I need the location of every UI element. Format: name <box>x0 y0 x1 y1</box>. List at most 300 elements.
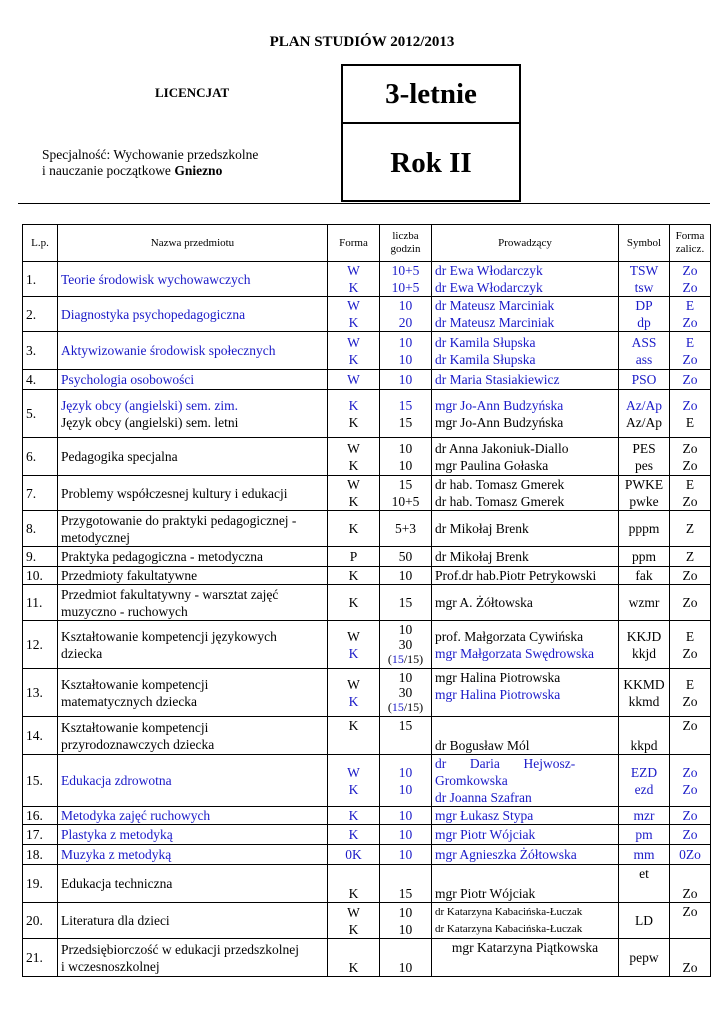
cell-forma: K <box>328 717 380 755</box>
cell-prowadzacy: dr Mikołaj Brenk <box>432 547 619 567</box>
table-row <box>23 717 711 755</box>
cell-prowadzacy: mgr Agnieszka Żółtowska <box>432 845 619 865</box>
cell-zaliczenie: Zo <box>670 567 711 585</box>
forma-2: K <box>348 781 359 797</box>
table-header-row <box>23 225 711 262</box>
symbol-2: dp <box>637 315 651 330</box>
cell-symbol <box>619 390 670 438</box>
cell-forma <box>328 903 380 939</box>
cell-prowadzacy: Prof.dr hab.Piotr Petrykowski <box>432 567 619 585</box>
symbol-2: ass <box>635 351 653 367</box>
cell-prowadzacy <box>432 332 619 370</box>
godzin-2: 10 <box>398 921 413 937</box>
godzin-1: 10+5 <box>391 263 420 278</box>
cell-symbol: fak <box>619 567 670 585</box>
cell-name: Pedagogika specjalna <box>58 438 328 476</box>
study-plan-table <box>22 224 711 977</box>
cell-symbol <box>619 621 670 669</box>
cell-prowadzacy <box>432 390 619 438</box>
cell-godzin: 15 <box>380 585 432 621</box>
symbol-1: ASS <box>631 334 657 350</box>
table-row <box>23 865 711 903</box>
cell-prowadzacy <box>432 476 619 511</box>
zal-1: E <box>685 477 695 492</box>
cell-forma <box>328 390 380 438</box>
symbol-2: pes <box>635 457 653 473</box>
prowadzacy-1: mgr Halina Piotrowska <box>435 670 561 685</box>
table-row <box>23 370 711 390</box>
symbol-1: PES <box>632 440 656 456</box>
godzin-1: 10 <box>398 764 413 780</box>
prowadzacy-1: prof. Małgorzata Cywińska <box>435 628 584 644</box>
godzin-1: 15 <box>398 477 413 492</box>
cell-zaliczenie: Zo <box>670 717 711 755</box>
forma-2: K <box>348 457 359 473</box>
col-godzin-2: godzin <box>390 243 421 255</box>
forma-1: W <box>347 477 360 492</box>
col-zaliczenie <box>670 225 711 262</box>
zal-2: Zo <box>682 494 698 509</box>
col-godzin <box>380 225 432 262</box>
cell-symbol: et <box>619 865 670 903</box>
symbol-1: EZD <box>630 764 658 780</box>
prowadzacy-1: dr Ewa Włodarczyk <box>435 263 543 278</box>
cell-forma: P <box>328 547 380 567</box>
cell-prowadzacy <box>432 621 619 669</box>
godzin-2: 10 <box>398 351 413 367</box>
cell-zaliczenie <box>670 755 711 807</box>
cell-name <box>58 585 328 621</box>
cell-name: Metodyka zajęć ruchowych <box>58 807 328 825</box>
cell-forma <box>328 476 380 511</box>
cell-lp: 5. <box>23 390 58 438</box>
cell-lp: 4. <box>23 370 58 390</box>
godzin-3a: ( <box>387 700 392 714</box>
forma-2: K <box>348 921 359 937</box>
forma-1: W <box>347 334 360 350</box>
table-row <box>23 390 711 438</box>
cell-prowadzacy: dr Maria Stasiakiewicz <box>432 370 619 390</box>
prowadzacy-2: mgr Jo-Ann Budzyńska <box>435 414 564 430</box>
cell-zaliczenie: Zo <box>670 585 711 621</box>
symbol-1: DP <box>635 298 653 313</box>
godzin-1: 10 <box>398 904 413 920</box>
forma-1: W <box>347 440 360 456</box>
forma-2: K <box>348 280 359 295</box>
cell-symbol: pppm <box>619 511 670 547</box>
zal-2: Zo <box>682 280 698 295</box>
cell-godzin <box>380 621 432 669</box>
godzin-1: 10 <box>398 440 413 456</box>
cell-symbol: mm <box>619 845 670 865</box>
godzin-2: 30 <box>398 685 413 700</box>
cell-lp: 6. <box>23 438 58 476</box>
cell-symbol: kkpd <box>619 717 670 755</box>
cell-zaliczenie <box>670 332 711 370</box>
cell-lp: 15. <box>23 755 58 807</box>
forma-1: W <box>347 628 360 644</box>
godzin-2: 20 <box>398 315 413 330</box>
godzin-3c: /15) <box>403 652 424 666</box>
cell-lp: 13. <box>23 669 58 717</box>
prowadzacy-1: dr Mateusz Marciniak <box>435 298 555 313</box>
symbol-2: kkjd <box>631 645 656 661</box>
prowadzacy-2: dr Kamila Słupska <box>435 351 536 367</box>
cell-lp: 16. <box>23 807 58 825</box>
zal-1: E <box>685 298 695 313</box>
cell-godzin <box>380 755 432 807</box>
cell-forma: K <box>328 511 380 547</box>
specialization <box>42 147 258 179</box>
cell-symbol: PSO <box>619 370 670 390</box>
cell-godzin: 5+3 <box>380 511 432 547</box>
cell-lp: 12. <box>23 621 58 669</box>
table-row <box>23 262 711 297</box>
forma-1: W <box>347 263 360 278</box>
prowadzacy-1: mgr Jo-Ann Budzyńska <box>435 397 564 413</box>
table-row <box>23 621 711 669</box>
cell-lp: 2. <box>23 297 58 332</box>
name-2: matematycznych dziecka <box>61 693 198 709</box>
cell-zaliczenie: Zo <box>670 370 711 390</box>
col-symbol: Symbol <box>619 225 670 262</box>
symbol-2: ezd <box>634 781 654 797</box>
symbol-1: PWKE <box>624 477 664 492</box>
cell-lp: 17. <box>23 825 58 845</box>
cell-forma <box>328 262 380 297</box>
name-1: Język obcy (angielski) sem. zim. <box>61 397 238 413</box>
prowadzacy-2: dr Mateusz Marciniak <box>435 315 555 330</box>
symbol-1: KKJD <box>626 628 662 644</box>
cell-godzin <box>380 476 432 511</box>
prowadzacy-1: dr Daria Hejwosz- <box>435 756 576 771</box>
symbol-1: Az/Ap <box>626 397 662 413</box>
cell-godzin <box>380 297 432 332</box>
cell-prowadzacy: mgr Katarzyna Piątkowska <box>432 939 619 977</box>
cell-lp: 9. <box>23 547 58 567</box>
name-1: Kształtowanie kompetencji <box>61 719 209 735</box>
cell-lp: 7. <box>23 476 58 511</box>
forma-2: K <box>348 351 359 367</box>
table-row <box>23 807 711 825</box>
table-row <box>23 567 711 585</box>
symbol-2: kkmd <box>628 693 660 709</box>
cell-name <box>58 669 328 717</box>
name-2: dziecka <box>61 645 103 661</box>
specialization-line-2 <box>42 163 258 179</box>
godzin-2: 10 <box>398 781 413 797</box>
zal-2: Zo <box>682 315 698 330</box>
cell-zaliczenie: 0Zo <box>670 845 711 865</box>
cell-godzin <box>380 438 432 476</box>
cell-godzin: 10 <box>380 845 432 865</box>
table-row <box>23 438 711 476</box>
cell-godzin: 15 <box>380 865 432 903</box>
cell-symbol: pm <box>619 825 670 845</box>
cell-prowadzacy: dr Bogusław Mól <box>432 717 619 755</box>
cell-lp: 18. <box>23 845 58 865</box>
zal-1: E <box>685 628 695 644</box>
cell-godzin <box>380 669 432 717</box>
cell-name <box>58 717 328 755</box>
prowadzacy-1: dr Kamila Słupska <box>435 334 536 350</box>
zal-1: Zo <box>682 764 698 780</box>
zal-2: Zo <box>682 645 698 661</box>
cell-symbol: wzmr <box>619 585 670 621</box>
forma-2: K <box>348 315 359 330</box>
cell-name: Psychologia osobowości <box>58 370 328 390</box>
zal-2: Zo <box>682 781 698 797</box>
cell-forma: K <box>328 807 380 825</box>
cell-symbol: pepw <box>619 939 670 977</box>
prowadzacy-2: mgr Halina Piotrowska <box>435 687 561 702</box>
cell-forma: 0K <box>328 845 380 865</box>
cell-godzin <box>380 262 432 297</box>
forma-1: W <box>347 676 360 692</box>
name-1: Kształtowanie kompetencji językowych <box>61 628 277 644</box>
cell-zaliczenie <box>670 438 711 476</box>
zal-1: Zo <box>682 397 698 413</box>
cell-symbol <box>619 332 670 370</box>
godzin-1: 10 <box>398 298 413 313</box>
cell-lp: 10. <box>23 567 58 585</box>
cell-prowadzacy <box>432 262 619 297</box>
zal-1: E <box>685 334 695 350</box>
cell-name: Edukacja zdrowotna <box>58 755 328 807</box>
cell-name: Literatura dla dzieci <box>58 903 328 939</box>
table-row <box>23 939 711 977</box>
name-1: Przygotowanie do praktyki pedagogicznej - <box>61 512 297 528</box>
name-2: muzyczno - ruchowych <box>61 603 188 619</box>
col-zal-2: zalicz. <box>675 243 705 255</box>
name-2: Język obcy (angielski) sem. letni <box>61 414 239 430</box>
forma-1: W <box>347 904 360 920</box>
godzin-3 <box>383 700 428 715</box>
godzin-2: 15 <box>398 414 413 430</box>
godzin-3b: 15 <box>391 700 404 714</box>
cell-forma <box>328 438 380 476</box>
name-1: Kształtowanie kompetencji <box>61 676 209 692</box>
cell-prowadzacy: mgr Łukasz Stypa <box>432 807 619 825</box>
cell-zaliczenie: Zo <box>670 903 711 939</box>
name-2: metodycznej <box>61 529 130 545</box>
cell-symbol <box>619 476 670 511</box>
cell-prowadzacy: mgr Piotr Wójciak <box>432 825 619 845</box>
cell-prowadzacy: dr Mikołaj Brenk <box>432 511 619 547</box>
forma-1: W <box>347 764 360 780</box>
cell-forma <box>328 297 380 332</box>
cell-name: Diagnostyka psychopedagogiczna <box>58 297 328 332</box>
cell-lp: 3. <box>23 332 58 370</box>
symbol-2: pwke <box>629 494 659 509</box>
godzin-1: 10 <box>398 334 413 350</box>
cell-name <box>58 390 328 438</box>
prowadzacy-1: dr Katarzyna Kabacińska-Łuczak <box>435 905 583 918</box>
cell-name: Muzyka z metodyką <box>58 845 328 865</box>
forma-2: K <box>348 494 359 509</box>
cell-forma <box>328 669 380 717</box>
divider <box>18 203 710 204</box>
cell-forma: K <box>328 585 380 621</box>
cell-name: Problemy współczesnej kultury i edukacji <box>58 476 328 511</box>
cell-name: Edukacja techniczna <box>58 865 328 903</box>
cell-prowadzacy <box>432 297 619 332</box>
table-row <box>23 585 711 621</box>
cell-forma <box>328 621 380 669</box>
zal-2: Zo <box>682 457 698 473</box>
study-year: Rok II <box>390 146 472 179</box>
prowadzacy-1: dr Anna Jakoniuk-Diallo <box>435 440 569 456</box>
cell-name: Plastyka z metodyką <box>58 825 328 845</box>
table-row <box>23 297 711 332</box>
cell-name: Przedmioty fakultatywne <box>58 567 328 585</box>
name-1: Przedmiot fakultatywny - warsztat zajęć <box>61 586 279 602</box>
cell-forma: K <box>328 567 380 585</box>
godzin-2: 30 <box>398 637 413 652</box>
prowadzacy-2: Gromkowska <box>435 773 508 788</box>
cell-symbol: LD <box>619 903 670 939</box>
zal-2: E <box>685 414 695 430</box>
cell-symbol <box>619 297 670 332</box>
city: Gniezno <box>174 163 223 178</box>
cell-name: Aktywizowanie środowisk społecznych <box>58 332 328 370</box>
godzin-1: 10 <box>398 622 413 637</box>
cell-forma: K <box>328 825 380 845</box>
cell-zaliczenie: Zo <box>670 939 711 977</box>
col-forma: Forma <box>328 225 380 262</box>
table-row <box>23 903 711 939</box>
cell-symbol: mzr <box>619 807 670 825</box>
cell-godzin: 10 <box>380 567 432 585</box>
godzin-2: 10 <box>398 457 413 473</box>
specialization-text: i nauczanie początkowe <box>42 163 175 178</box>
cell-lp: 14. <box>23 717 58 755</box>
table-row <box>23 476 711 511</box>
col-godzin-1: liczba <box>392 230 419 242</box>
godzin-3a: ( <box>387 652 392 666</box>
forma-2: K <box>348 645 359 661</box>
forma-1: K <box>348 397 359 413</box>
table-row <box>23 669 711 717</box>
cell-symbol <box>619 755 670 807</box>
prowadzacy-2: mgr Małgorzata Swędrowska <box>435 645 594 661</box>
zal-1: Zo <box>682 263 698 278</box>
cell-godzin: 10 <box>380 825 432 845</box>
prowadzacy-2: dr Katarzyna Kabacińska-Łuczak <box>435 922 583 935</box>
cell-zaliczenie <box>670 621 711 669</box>
symbol-2: Az/Ap <box>626 414 662 430</box>
cell-prowadzacy <box>432 903 619 939</box>
table-row <box>23 755 711 807</box>
cell-zaliczenie: Z <box>670 511 711 547</box>
table-row <box>23 547 711 567</box>
cell-forma <box>328 332 380 370</box>
prowadzacy-1: dr hab. Tomasz Gmerek <box>435 477 565 492</box>
col-zal-1: Forma <box>675 230 705 242</box>
study-duration: 3-letnie <box>343 66 519 124</box>
cell-name: Teorie środowisk wychowawczych <box>58 262 328 297</box>
cell-lp: 1. <box>23 262 58 297</box>
name-2: i wczesnoszkolnej <box>61 958 160 974</box>
degree-level: LICENCJAT <box>155 85 230 100</box>
name-2: przyrodoznawczych dziecka <box>61 736 215 752</box>
cell-prowadzacy: mgr A. Żółtowska <box>432 585 619 621</box>
cell-godzin: 10 <box>380 807 432 825</box>
cell-godzin: 10 <box>380 370 432 390</box>
godzin-3b: 15 <box>391 652 404 666</box>
cell-zaliczenie <box>670 297 711 332</box>
cell-godzin <box>380 332 432 370</box>
col-prowadzacy: Prowadzący <box>432 225 619 262</box>
col-name: Nazwa przedmiotu <box>58 225 328 262</box>
prowadzacy-2: dr hab. Tomasz Gmerek <box>435 494 565 509</box>
cell-symbol <box>619 262 670 297</box>
godzin-2: 10+5 <box>391 494 420 509</box>
cell-lp: 20. <box>23 903 58 939</box>
godzin-2: 10+5 <box>391 280 420 295</box>
cell-name <box>58 621 328 669</box>
cell-prowadzacy <box>432 669 619 717</box>
cell-prowadzacy <box>432 438 619 476</box>
cell-zaliczenie: Zo <box>670 825 711 845</box>
cell-zaliczenie: Zo <box>670 807 711 825</box>
cell-forma: K <box>328 865 380 903</box>
cell-zaliczenie: Z <box>670 547 711 567</box>
forma-2: K <box>348 414 359 430</box>
cell-godzin: 50 <box>380 547 432 567</box>
cell-lp: 8. <box>23 511 58 547</box>
cell-name: Praktyka pedagogiczna - metodyczna <box>58 547 328 567</box>
symbol-2: tsw <box>634 280 654 295</box>
table-row <box>23 845 711 865</box>
cell-zaliczenie: Zo <box>670 865 711 903</box>
forma-1: W <box>347 298 360 313</box>
zal-1: Zo <box>682 440 698 456</box>
table-row <box>23 332 711 370</box>
cell-zaliczenie <box>670 390 711 438</box>
cell-godzin: 10 <box>380 939 432 977</box>
cell-zaliczenie <box>670 669 711 717</box>
cell-godzin <box>380 390 432 438</box>
cell-lp: 11. <box>23 585 58 621</box>
cell-name <box>58 939 328 977</box>
name-1: Przedsiębiorczość w edukacji przedszkolnej <box>61 941 300 957</box>
study-info-box <box>341 64 521 202</box>
cell-name <box>58 511 328 547</box>
symbol-1: TSW <box>629 263 659 278</box>
cell-lp: 21. <box>23 939 58 977</box>
cell-godzin <box>380 903 432 939</box>
zal-1: E <box>685 676 695 692</box>
table-row <box>23 511 711 547</box>
godzin-3 <box>383 652 428 667</box>
prowadzacy-3: dr Joanna Szafran <box>435 790 532 805</box>
cell-zaliczenie <box>670 262 711 297</box>
cell-prowadzacy <box>432 755 619 807</box>
godzin-3c: /15) <box>403 700 424 714</box>
table-row <box>23 825 711 845</box>
symbol-1: KKMD <box>623 676 665 692</box>
specialization-line-1: Specjalność: Wychowanie przedszkolne <box>42 147 259 162</box>
cell-symbol <box>619 669 670 717</box>
cell-forma <box>328 755 380 807</box>
cell-godzin: 15 <box>380 717 432 755</box>
cell-zaliczenie <box>670 476 711 511</box>
godzin-1: 15 <box>398 397 413 413</box>
cell-forma: W <box>328 370 380 390</box>
prowadzacy-2: dr Ewa Włodarczyk <box>435 280 543 295</box>
cell-prowadzacy: mgr Piotr Wójciak <box>432 865 619 903</box>
